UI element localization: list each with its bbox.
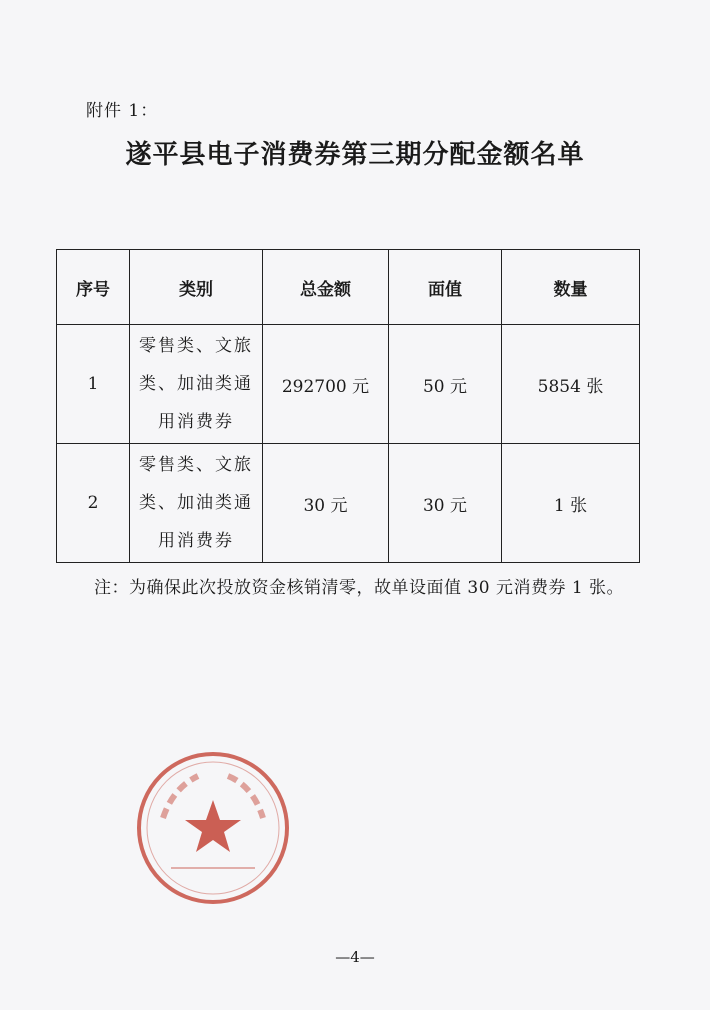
cell-total: 292700 元 <box>263 325 389 444</box>
header-category: 类别 <box>130 250 263 325</box>
category-line: 用消费券 <box>158 531 234 551</box>
header-face-value: 面值 <box>389 250 502 325</box>
header-total: 总金额 <box>263 250 389 325</box>
seal-star-icon <box>185 800 241 852</box>
category-line: 类、加油类通 <box>139 493 253 513</box>
table-row <box>57 325 640 444</box>
footnote: 注：为确保此次投放资金核销清零，故单设面值 30 元消费券 1 张。 <box>94 578 625 598</box>
official-seal <box>133 748 293 908</box>
attachment-label: 附件 1： <box>86 101 159 121</box>
table-header-row <box>57 250 640 325</box>
cell-category <box>130 325 263 444</box>
cell-face-value: 30 元 <box>389 444 502 563</box>
cell-total: 30 元 <box>263 444 389 563</box>
cell-category <box>130 444 263 563</box>
cell-quantity: 5854 张 <box>502 325 640 444</box>
allocation-table <box>56 249 640 563</box>
header-quantity: 数量 <box>502 250 640 325</box>
document-title: 遂平县电子消费券第三期分配金额名单 <box>125 140 585 170</box>
cell-index: 2 <box>57 444 130 563</box>
category-line: 类、加油类通 <box>139 374 253 394</box>
category-line: 零售类、文旅 <box>139 455 253 475</box>
header-index: 序号 <box>57 250 130 325</box>
category-line: 用消费券 <box>158 412 234 432</box>
category-line: 零售类、文旅 <box>139 336 253 356</box>
page-number: —4— <box>335 948 375 966</box>
cell-index: 1 <box>57 325 130 444</box>
cell-face-value: 50 元 <box>389 325 502 444</box>
table-row <box>57 444 640 563</box>
cell-quantity: 1 张 <box>502 444 640 563</box>
